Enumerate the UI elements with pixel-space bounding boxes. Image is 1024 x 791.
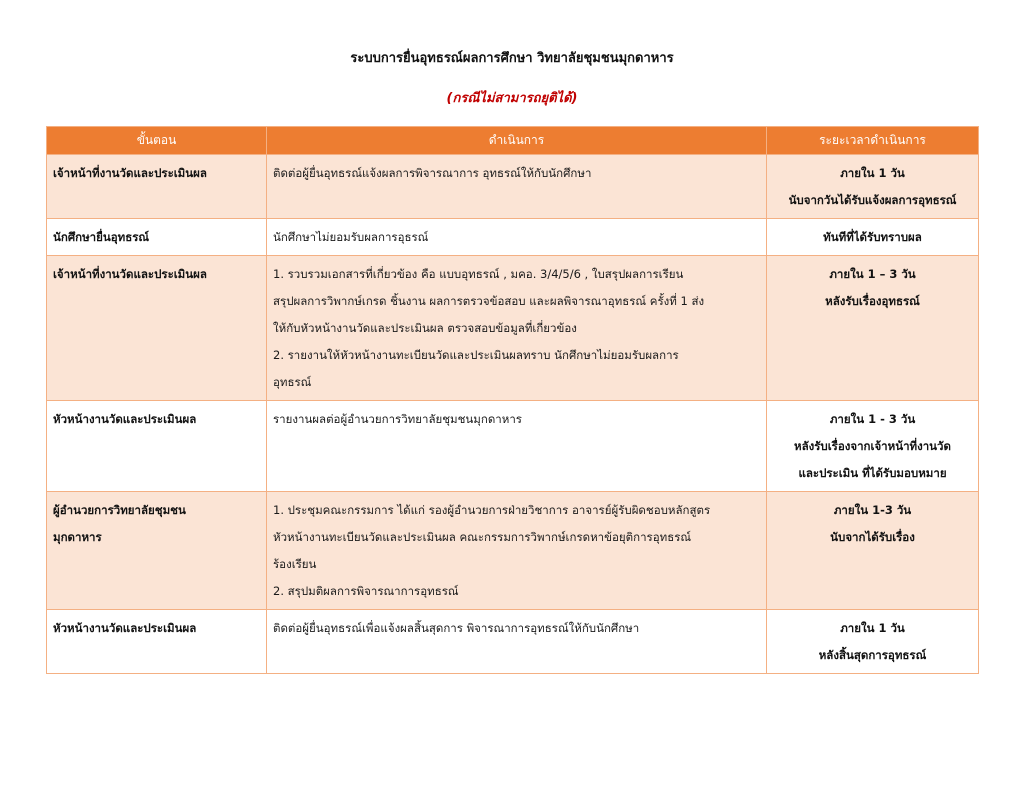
duration-cell [767, 401, 979, 492]
action-cell [267, 256, 767, 401]
action-line: ให้กับหัวหน้างานวัดและประเมินผล ตรวจสอบข้อมูลที่เกี่ยวข้อง [273, 321, 577, 335]
duration-line: ทันทีที่ได้รับทราบผล [823, 230, 922, 244]
step-cell [47, 256, 267, 401]
action-line: อุทธรณ์ [273, 375, 312, 389]
procedure-table [46, 126, 979, 674]
duration-cell [767, 219, 979, 256]
action-line: ติดต่อผู้ยื่นอุทธรณ์เพื่อแจ้งผลสิ้นสุดการ พิจารณาการอุทธรณ์ให้กับนักศึกษา [273, 621, 640, 635]
step-line: นักศึกษายื่นอุทธรณ์ [53, 230, 150, 244]
action-line: 1. รวบรวมเอกสารที่เกี่ยวข้อง คือ แบบอุทธรณ์ , มคอ. 3/4/5/6 , ใบสรุปผลการเรียน [273, 267, 684, 281]
table-header-row [47, 127, 979, 155]
action-cell [267, 401, 767, 492]
action-cell [267, 610, 767, 674]
duration-cell [767, 256, 979, 401]
duration-line: นับจากวันได้รับแจ้งผลการอุทธรณ์ [788, 193, 957, 207]
header-step: ขั้นตอน [47, 127, 267, 155]
header-action: ดำเนินการ [267, 127, 767, 155]
step-line: เจ้าหน้าที่งานวัดและประเมินผล [53, 166, 207, 180]
document-subtitle: (กรณีไม่สามารถยุติได้) [446, 91, 578, 106]
duration-line: ภายใน 1 – 3 วัน [829, 267, 916, 281]
action-cell [267, 155, 767, 219]
duration-line: นับจากได้รับเรื่อง [830, 530, 915, 544]
step-cell [47, 401, 267, 492]
duration-line: หลังรับเรื่องอุทธรณ์ [825, 294, 920, 308]
action-line: ร้องเรียน [273, 557, 317, 571]
action-line: หัวหน้างานทะเบียนวัดและประเมินผล คณะกรรมการวิพากษ์เกรดหาข้อยุติการอุทธรณ์ [273, 530, 692, 544]
document-title: ระบบการยื่นอุทธรณ์ผลการศึกษา วิทยาลัยชุมชนมุกดาหาร [350, 51, 674, 66]
step-line: ผู้อำนวยการวิทยาลัยชุมชน [53, 503, 186, 517]
duration-line: หลังรับเรื่องจากเจ้าหน้าที่งานวัด [794, 439, 951, 453]
duration-cell [767, 492, 979, 610]
duration-line: และประเมิน ที่ได้รับมอบหมาย [798, 466, 947, 480]
duration-line: ภายใน 1 - 3 วัน [829, 412, 916, 426]
table-row [47, 492, 979, 610]
table-row [47, 256, 979, 401]
duration-line: ภายใน 1-3 วัน [833, 503, 912, 517]
action-line: 1. ประชุมคณะกรรมการ ได้แก่ รองผู้อำนวยการฝ่ายวิชาการ อาจารย์ผู้รับผิดชอบหลักสูตร [273, 503, 711, 517]
action-line: สรุปผลการวิพากษ์เกรด ชิ้นงาน ผลการตรวจข้อสอบ และผลพิจารณาอุทธรณ์ ครั้งที่ 1 ส่ง [273, 294, 705, 308]
duration-cell [767, 610, 979, 674]
duration-line: หลังสิ้นสุดการอุทธรณ์ [818, 648, 927, 662]
action-line: 2. รายงานให้หัวหน้างานทะเบียนวัดและประเมินผลทราบ นักศึกษาไม่ยอมรับผลการ [273, 348, 679, 362]
table-row [47, 401, 979, 492]
action-line: 2. สรุปมติผลการพิจารณาการอุทธรณ์ [273, 584, 459, 598]
step-cell [47, 219, 267, 256]
action-cell [267, 219, 767, 256]
action-cell [267, 492, 767, 610]
table-row [47, 155, 979, 219]
step-cell [47, 610, 267, 674]
table-row [47, 610, 979, 674]
step-line: หัวหน้างานวัดและประเมินผล [53, 621, 197, 635]
duration-cell [767, 155, 979, 219]
step-line: มุกดาหาร [53, 530, 102, 544]
duration-line: ภายใน 1 วัน [840, 621, 905, 635]
step-cell [47, 155, 267, 219]
action-line: นักศึกษาไม่ยอมรับผลการอุธรณ์ [273, 230, 429, 244]
action-line: ติดต่อผู้ยื่นอุทธรณ์แจ้งผลการพิจารณาการ อุทธรณ์ให้กับนักศึกษา [273, 166, 592, 180]
step-line: เจ้าหน้าที่งานวัดและประเมินผล [53, 267, 207, 281]
header-duration: ระยะเวลาดำเนินการ [767, 127, 979, 155]
table-row [47, 219, 979, 256]
duration-line: ภายใน 1 วัน [840, 166, 905, 180]
action-line: รายงานผลต่อผู้อำนวยการวิทยาลัยชุมชนมุกดาหาร [273, 412, 522, 426]
step-line: หัวหน้างานวัดและประเมินผล [53, 412, 197, 426]
step-cell [47, 492, 267, 610]
